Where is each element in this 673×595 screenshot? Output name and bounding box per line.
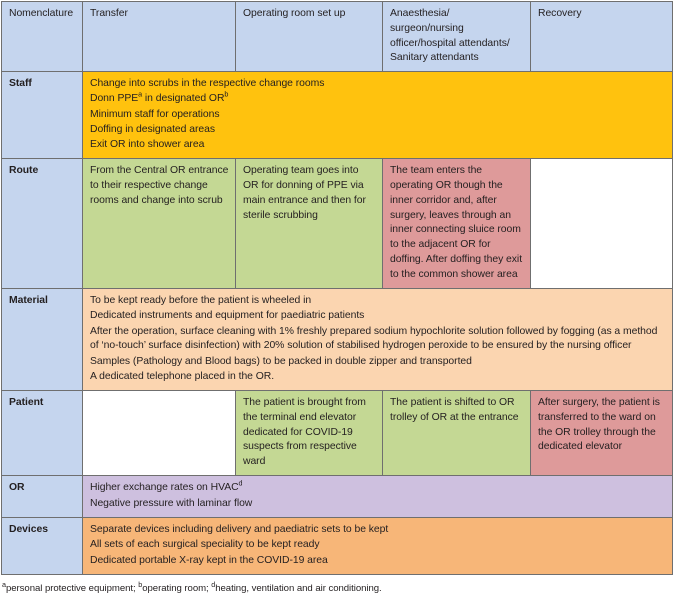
footnote-text-d: heating, ventilation and air conditioning.: [215, 582, 382, 594]
footnote-marker-a: a: [2, 579, 6, 589]
table-header-row: [2, 2, 673, 72]
row-label-patient: Patient: [2, 391, 83, 476]
cell-line: The patient is brought from the terminal end elevator dedicated for COVID-19 suspects from respective ward: [243, 397, 366, 468]
cell-line: All sets of each surgical speciality to be kept ready: [90, 539, 320, 551]
footnote-marker-a: a: [138, 89, 143, 99]
footnote-marker-b: b: [138, 579, 143, 589]
cell-patient-or-setup: [236, 391, 383, 476]
cell-line: Higher exchange rates on HVAC$^d$: [90, 478, 243, 494]
cell-route-staff-team: [383, 159, 531, 289]
cell-line: Doffing in designated areas: [90, 123, 215, 135]
footnote-text-b: operating room;: [142, 582, 212, 594]
cell-material-all: [83, 289, 673, 391]
cell-line: Dedicated portable X-ray kept in the COVID-19 area: [90, 554, 328, 566]
column-header-operating-room-set-up: Operating room set up: [236, 2, 383, 72]
cell-line: From the Central OR entrance to their respective change rooms and change into scrub: [90, 165, 229, 206]
cell-patient-transfer-empty: [83, 391, 236, 476]
cell-line: Dedicated instruments and equipment for paediatric patients: [90, 310, 365, 322]
column-header-nomenclature: Nomenclature: [2, 2, 83, 72]
cell-patient-recovery: [531, 391, 673, 476]
table-page: [0, 1, 673, 594]
cell-route-transfer: [83, 159, 236, 289]
cell-or-all: [83, 476, 673, 518]
cell-staff-all: [83, 72, 673, 159]
cell-line: To be kept ready before the patient is wheeled in: [90, 295, 312, 307]
cell-line: Separate devices including delivery and paediatric sets to be kept: [90, 523, 389, 535]
cell-route-recovery-empty: [531, 159, 673, 289]
table-row-patient: [2, 391, 673, 476]
table-row-route: [2, 159, 673, 289]
cell-line: A dedicated telephone placed in the OR.: [90, 370, 275, 382]
column-header-transfer: Transfer: [83, 2, 236, 72]
table-row-or: [2, 476, 673, 518]
cell-route-or-setup: [236, 159, 383, 289]
cell-line: Samples (Pathology and Blood bags) to be packed in double zipper and transported: [90, 355, 472, 367]
footnote-marker-d: d: [211, 579, 216, 589]
cell-line: Negative pressure with laminar flow: [90, 497, 253, 509]
cell-line: Operating team goes into OR for donning of PPE via main entrance and then for sterile scrubbing: [243, 165, 366, 221]
table-row-devices: [2, 517, 673, 574]
table-footnote: [2, 579, 673, 595]
cell-line: Change into scrubs in the respective change rooms: [90, 78, 325, 90]
row-label-or: OR: [2, 476, 83, 518]
cell-patient-staff-team: [383, 391, 531, 476]
cell-line: After surgery, the patient is transferred to the ward on the OR trolley through the dedicated elevator: [538, 397, 660, 453]
row-label-route: Route: [2, 159, 83, 289]
column-header-anaesthesia-surgeon-nursing: Anaesthesia/ surgeon/nursing officer/hospital attendants/ Sanitary attendants: [383, 2, 531, 72]
cell-line: The patient is shifted to OR trolley of OR at the entrance: [390, 397, 519, 423]
cell-line: Donn PPE$^a$ in designated $OR^b$: [90, 89, 229, 105]
row-label-staff: Staff: [2, 72, 83, 159]
column-header-recovery: Recovery: [531, 2, 673, 72]
footnote-text-a: personal protective equipment;: [5, 582, 139, 594]
row-label-devices: Devices: [2, 517, 83, 574]
cell-line: The team enters the operating OR though the inner corridor and, after surgery, leaves through an inner connecting sluice room to the adjacent OR for doffing. After doffing they exit to the common shower area: [390, 165, 523, 280]
footnote-marker-b: b: [224, 89, 229, 99]
covid-or-protocol-table: [1, 1, 673, 575]
table-row-staff: [2, 72, 673, 159]
cell-devices-all: [83, 517, 673, 574]
row-label-material: Material: [2, 289, 83, 391]
cell-line: After the operation, surface cleaning with 1% freshly prepared sodium hypochlorite solution followed by fogging (as a method of ‘no-touch’ surface disinfection) with 20% solution of stabilised hydrogen peroxide to be ensured by the nursing officer: [90, 325, 658, 352]
cell-line: Minimum staff for operations: [90, 108, 220, 120]
table-row-material: [2, 289, 673, 391]
footnote-marker-d: d: [238, 478, 243, 488]
cell-line: Exit OR into shower area: [90, 139, 205, 151]
